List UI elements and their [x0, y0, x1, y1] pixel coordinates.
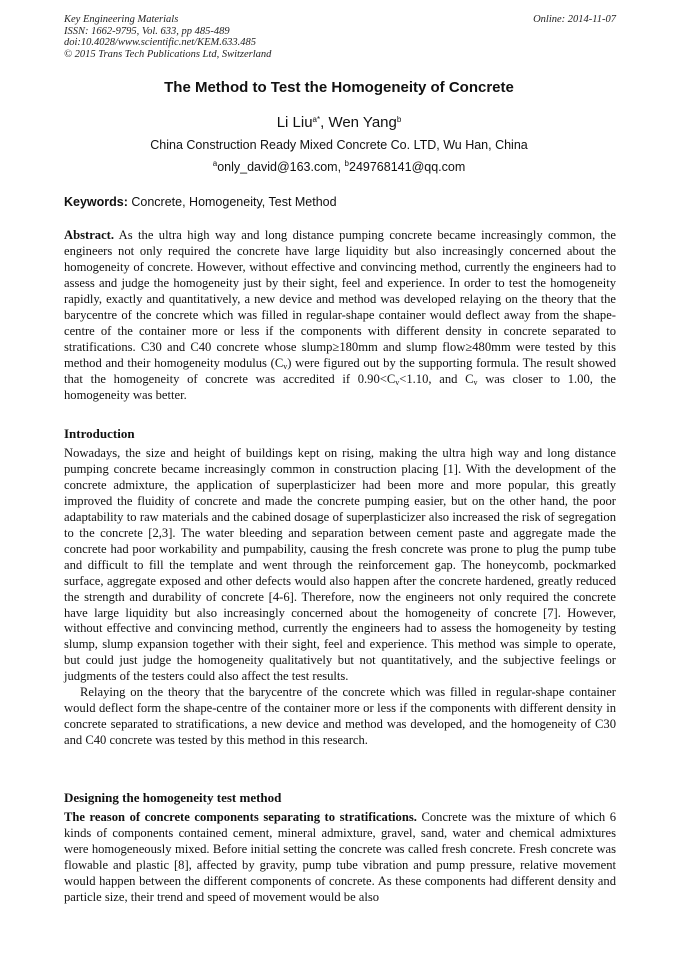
abstract-text-3: <1.10, and C: [399, 371, 474, 386]
issn-line: ISSN: 1662-9795, Vol. 633, pp 485-489: [64, 25, 230, 37]
online-date: Online: 2014-11-07: [533, 14, 616, 25]
email-line: [64, 160, 614, 174]
abstract-text-4: was closer to 1.00, the homogeneity was better.: [64, 371, 616, 402]
email-a: only_david@163.com: [217, 160, 338, 174]
abstract-text-1: As the ultra high way and long distance pumping concrete became increasingly common, the engineers not only required the concrete have large liquidity but also increasingly concerned about the homogeneity of concrete. However, without effective and convincing method, currently the engineers had to assess and judge the homogeneity just by their sight, feel and experience. In order to test the homogeneity rapidly, exactly and quantitatively, a new device and method was developed relaying on the theory that the barycentre of the concrete which was filled in regular-shape container would deflect away from the shape-centre of the container more or less if the components with different density in concrete separated to stratifications. C30 and C40 concrete whose slump≥180mm and slump flow≥480mm were tested by this method and their homogeneity modulus (C: [64, 228, 616, 370]
abstract-sub-3: v: [473, 377, 478, 387]
abstract-label: Abstract.: [64, 228, 115, 242]
author-1-mark: a*: [312, 115, 321, 124]
journal-name: Key Engineering Materials: [64, 14, 179, 25]
abstract: [64, 228, 616, 403]
email-a-mark: a: [212, 159, 218, 168]
introduction-paragraph-2: Relaying on the theory that the barycentre of the concrete which was filled in regular-shape container would deflect form the shape-centre of the container more or less if the components with different density in concrete separated to stratifications, a new device and method was developed, and the homogeneity of C30 and C40 concrete was tested by this method in this research.: [64, 685, 616, 748]
doi-line: doi:10.4028/www.scientific.net/KEM.633.485: [64, 37, 256, 48]
design-subheading: The reason of concrete components separating to stratifications.: [64, 810, 417, 824]
introduction-body: [64, 446, 616, 749]
abstract-text-2: ) were figured out by the supporting formula. The result showed that the homogeneity of concrete was accredited if 0.90<C: [64, 355, 616, 386]
author-2-name: Wen Yang: [328, 114, 397, 131]
abstract-sub-1: v: [283, 361, 288, 371]
keywords-label: Keywords:: [64, 195, 128, 209]
author-1-name: Li Liu: [276, 114, 313, 131]
copyright-line: © 2015 Trans Tech Publications Ltd, Switzerland: [64, 48, 272, 60]
paper-title: The Method to Test the Homogeneity of Concrete: [164, 79, 514, 96]
keywords: [64, 195, 616, 209]
journal-header: [64, 14, 616, 60]
design-heading: Designing the homogeneity test method: [64, 790, 282, 805]
email-b-mark: b: [344, 159, 349, 168]
keywords-text: Concrete, Homogeneity, Test Method: [127, 195, 337, 209]
author-separator: ,: [320, 114, 329, 131]
affiliation: China Construction Ready Mixed Concrete Co. LTD, Wu Han, China: [150, 138, 528, 152]
design-body: [64, 810, 616, 906]
author-2-mark: b: [396, 115, 402, 124]
introduction-paragraph-1: Nowadays, the size and height of buildings kept on rising, making the ultra high way and long distance pumping concrete became increasingly common in construction placing [1]. With the development of the concrete admixture, the application of superplasticizer had been more and more popular, this greatly improved the fluidity of concrete and made the concrete pumping easier, but on the other hand, the poor adaptability to raw materials and the cabined dosage of superplasticizer also increased the risk of segregation to the concrete [2,3]. The water bleeding and separation between cement paste and aggregate made the concrete had poor workability and pumpability, causing the fresh concrete was prone to plug the pump tube and difficult to fill the template and went through the reinforcement gap. The honeycomb, pockmarked surface, aggregate exposed and other defects would also happen after the concrete hardened, greatly reduced the strength and durability of concrete [4-6]. Therefore, now the engineers not only required the concrete have large liquidity but also increasingly concerned about the homogeneity of concrete [7]. However, without effective and convincing method, currently the engineers had to assess the homogeneity by testing slump, slump expansion together with their sight, feel and experience. This method was simple to operate, but could just judge the homogeneity qualitatively but not quantitatively, and the subjective feelings or judgments of the testers could also affect the test results.: [64, 446, 616, 684]
email-separator: ,: [337, 160, 345, 174]
author-line: [64, 114, 614, 131]
design-text: Concrete was the mixture of which 6 kinds of components contained cement, mineral admixture, gravel, sand, water and chemical admixtures were homogeneously mixed. Before initial setting the concrete was called fresh concrete. Fresh concrete was flowable and plastic [8], affected by gravity, pump tube vibration and pump pressure, relative movement would happen between the different components of concrete. As these components had different density and particle size, their trend and speed of movement would be also: [64, 810, 616, 904]
abstract-sub-2: v: [395, 377, 400, 387]
introduction-heading: Introduction: [64, 426, 135, 441]
email-b: 249768141@qq.com: [349, 160, 466, 174]
